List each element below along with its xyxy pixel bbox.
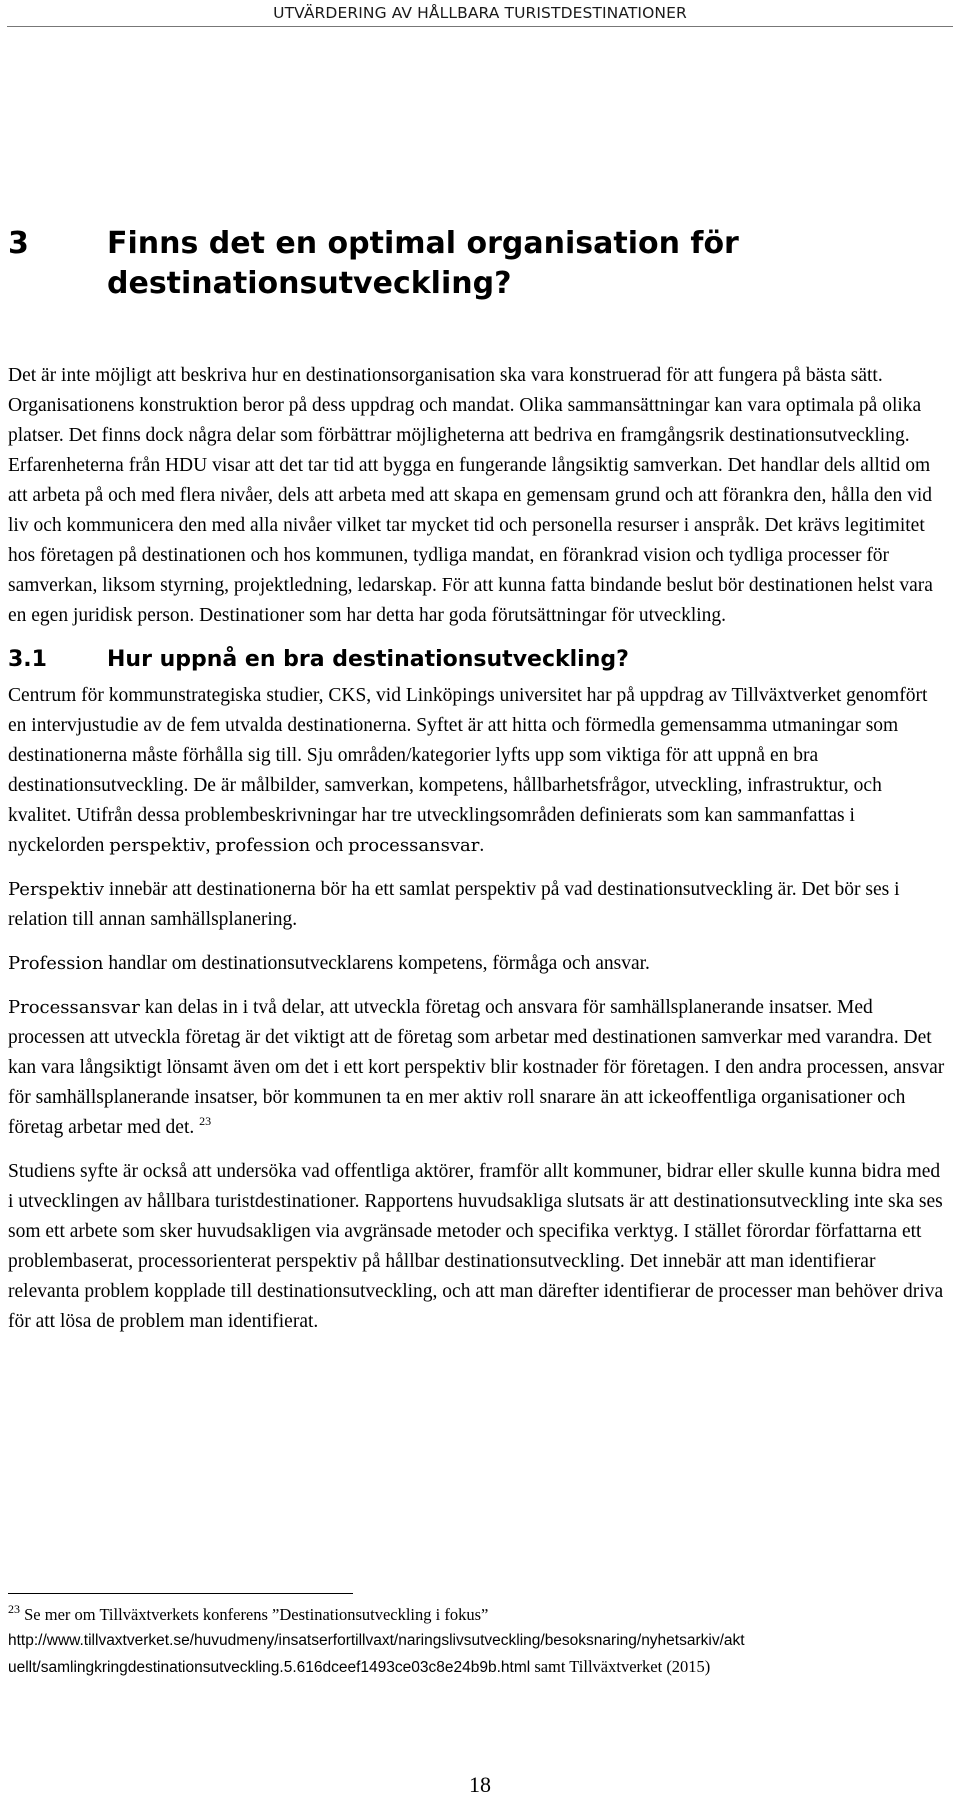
section-heading [8, 645, 946, 675]
footnote-marker: 23 [8, 1602, 20, 1616]
footnote-suffix: samt Tillväxtverket (2015) [530, 1657, 711, 1676]
footnote-url-line-1[interactable]: http://www.tillvaxtverket.se/huvudmeny/insatserfortillvaxt/naringslivsutveckling/besoksnaring/nyhetsarkiv/akt [8, 1632, 745, 1649]
intro-paragraph: Det är inte möjligt att beskriva hur en destinationsorganisation ska vara konstruerad för att fungera på bästa sätt. Organisationens konstruktion beror på dess uppdrag och mandat. Olika sammansättningar kan vara optimala på olika platser. Det finns dock några delar som förbättrar möjligheterna att bedriva en framgångsrik destinationsutveckling. Erfarenheterna från HDU visar att det tar tid att bygga en fungerande långsiktig samverkan. Det handlar dels alltid om att arbeta på och med flera nivåer, dels att arbeta med att skapa en gemensam grund och att förankra den, hålla den vid liv och kommunicera den med alla nivåer vilket tar mycket tid och personella resurser i anspråk. Det krävs legitimitet hos företagen på destinationen och hos kommunen, tydliga mandat, en förankrad vision och tydliga processer för samverkan, liksom styrning, projektledning, ledarskap. För att kunna fatta bindande beslut bör destinationen helst vara en egen juridisk person. Destinationer som har detta har goda förutsättningar för utveckling. [8, 365, 933, 626]
section-title: Hur uppnå en bra destinationsutveckling? [107, 647, 629, 672]
footnote-url-line-2[interactable]: uellt/samlingkringdestinationsutveckling.5.616dceef1493ce03c8e24b9b.html [8, 1659, 531, 1676]
perspektiv-keyword: Perspektiv [8, 879, 105, 900]
processansvar-keyword: Processansvar [8, 997, 140, 1018]
footnote [8, 1602, 948, 1681]
separator: , [205, 835, 216, 856]
keyword-perspektiv: perspektiv [109, 835, 206, 856]
perspektiv-text: innebär att destinationerna bör ha ett samlat perspektiv på vad destinationsutveckling är. Det bör ses i relation till annan samhällsplanering. [8, 879, 900, 930]
footnote-reference[interactable]: 23 [199, 1114, 212, 1128]
processansvar-paragraph [8, 993, 946, 1143]
running-header: UTVÄRDERING AV HÅLLBARA TURISTDESTINATIONER [273, 4, 687, 22]
perspektiv-paragraph [8, 875, 946, 935]
cks-study-text: Centrum för kommunstrategiska studier, CKS, vid Linköpings universitet har på uppdrag av Tillväxtverket genomfört en intervjustudie av de fem utvalda destinationerna. Syftet är att hitta och förmedla gemensamma utmaningar som destinationerna måste förhålla sig till. Sju områden/kategorier lyfts upp som viktiga för att uppnå en bra destinationsutveckling. De är målbilder, samverkan, kompetens, hållbarhetsfrågor, utveckling, infrastruktur, och kvalitet. Utifrån dessa problembeskrivningar har tre utvecklingsområden definierats som kan sammanfattas i nyckelorden [8, 685, 928, 856]
body-text [8, 361, 946, 1351]
chapter-number: 3 [8, 226, 29, 261]
footnote-separator [8, 1593, 353, 1594]
keyword-profession: profession [215, 835, 311, 856]
chapter-title: Finns det en optimal organisation för destinationsutveckling? [107, 226, 739, 301]
section-number: 3.1 [8, 647, 47, 672]
processansvar-text: kan delas in i två delar, att utveckla företag och ansvara för samhällsplanerande insatser. Med processen att utveckla företag är det viktigt att de företag som arbetar med destinationen samverkar med varandra. Det kan vara långsiktigt lönsamt även om det i ett kort perspektiv blir kostnader för företagen. I den andra processen, ansvar för samhällsplanerande insatser, bör kommunen ta en mer aktiv roll snarare än att ickeoffentliga organisationer och företag arbetar med det. [8, 997, 945, 1138]
profession-paragraph [8, 949, 946, 979]
footnote-first-line [8, 1602, 948, 1628]
profession-keyword: Profession [8, 953, 104, 974]
closing-paragraph: Studiens syfte är också att undersöka vad offentliga aktörer, framför allt kommuner, bidrar eller skulle kunna bidra med i utvecklingen av hållbara turistdestinationer. Rapportens huvudsakliga slutsats är att destinationsutveckling inte ska ses som ett arbete som sker huvudsakligen via avgränsade metoder och specifika verktyg. I stället förordar författarna ett problembaserat, processorienterat perspektiv på hållbar destinationsutveckling. Det innebär att man identifierar relevanta problem kopplade till destinationsutveckling, och att man därefter identifierar de processer man behöver driva för att lösa de problem man identifierat. [8, 1161, 944, 1332]
sentence-end: . [479, 835, 485, 856]
page-number: 18 [469, 1772, 491, 1797]
profession-text: handlar om destinationsutvecklarens kompetens, förmåga och ansvar. [103, 953, 650, 974]
footnote-text: Se mer om Tillväxtverkets konferens ”Destinationsutveckling i fokus” [24, 1605, 489, 1624]
header-rule [7, 26, 953, 27]
separator: och [310, 835, 349, 856]
cks-study-paragraph [8, 681, 946, 861]
keyword-processansvar: processansvar [348, 835, 480, 856]
